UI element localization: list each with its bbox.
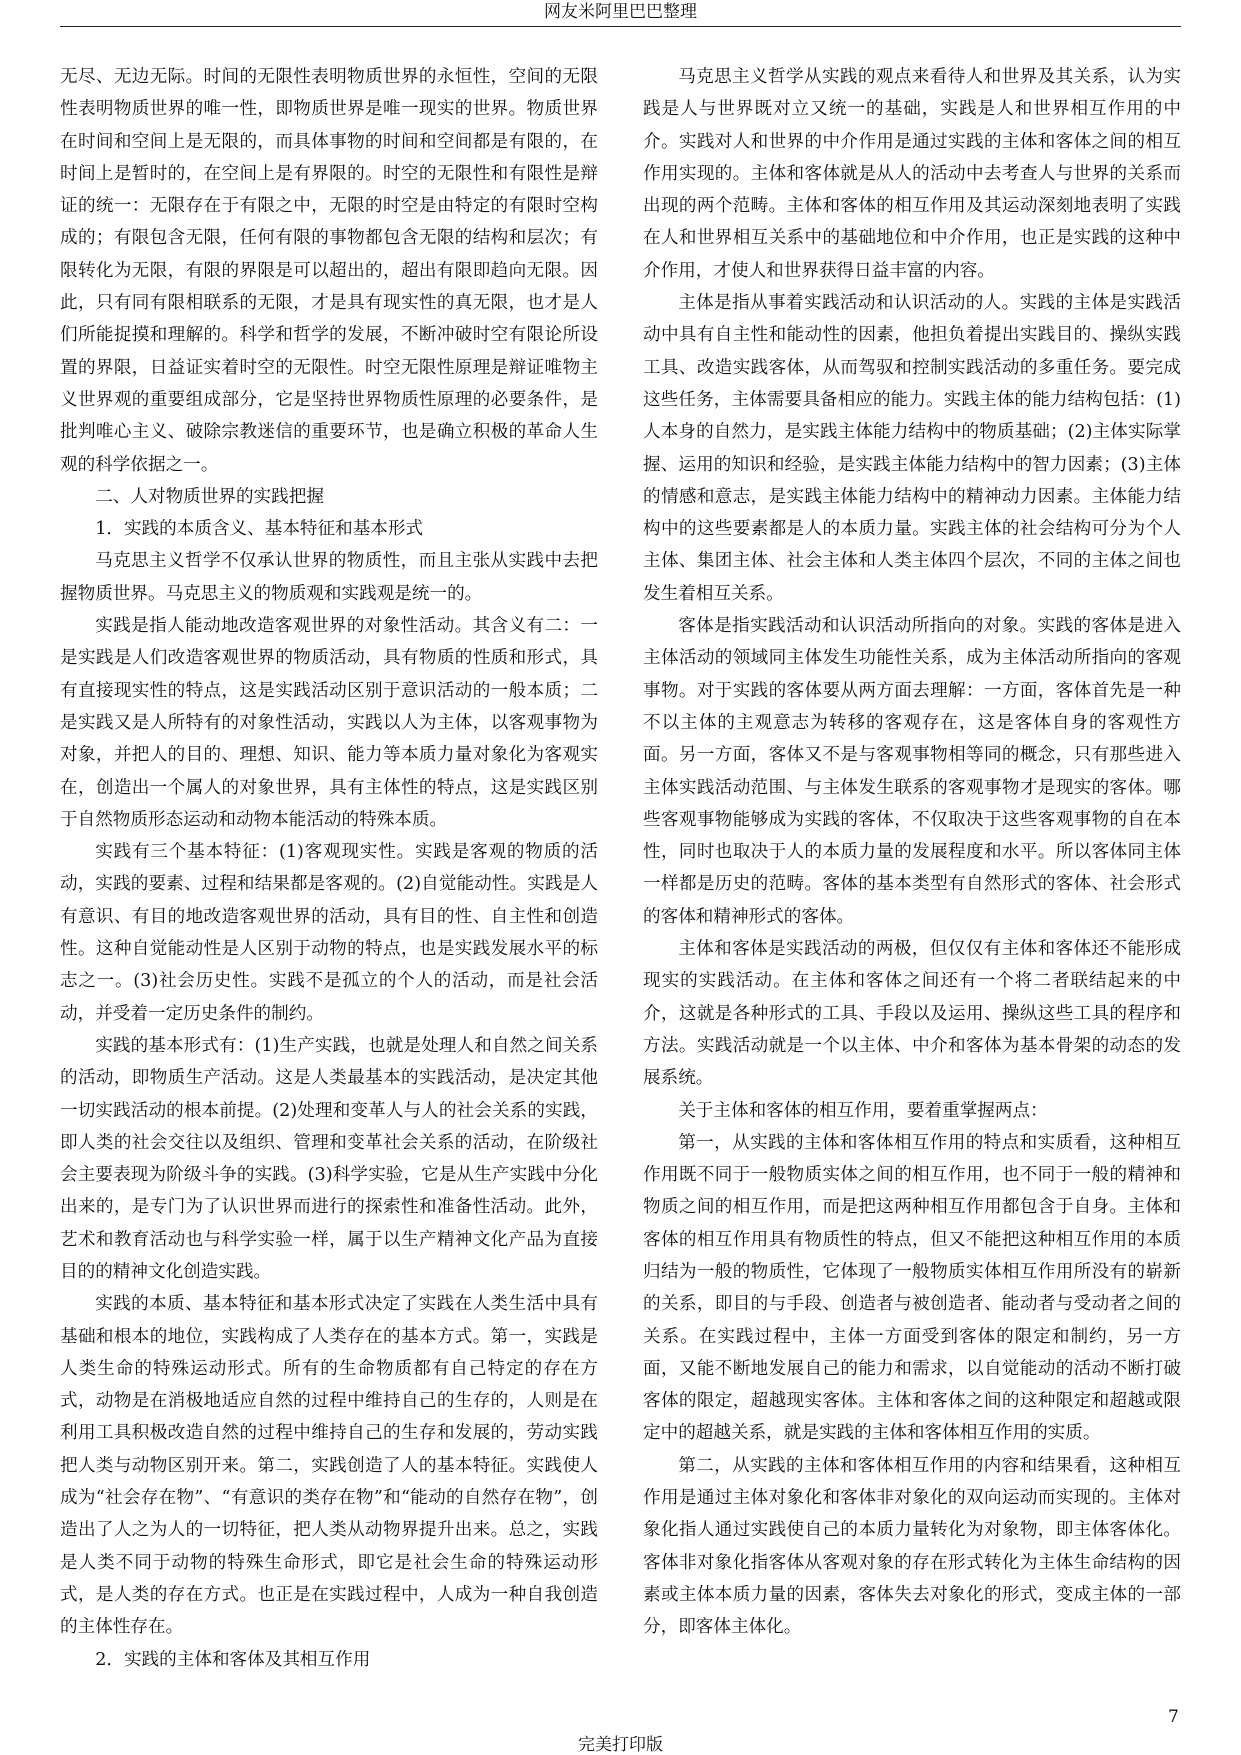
paragraph: 客体是指实践活动和认识活动所指向的对象。实践的客体是进入主体活动的领域同主体发生功能性关系，成为主体活动所指向的客观事物。对于实践的客体要从两方面去理解：一方面，客体首先是一种不以主体的主观意志为转移的客观存在，这是客体自身的客观性方面。另一方面，客体又不是与客观事物相等同的概念，只有那些进入主体实践活动范围、与主体发生联系的客观事物才是现实的客体。哪些客观事物能够成为实践的客体，不仅取决于这些客观事物的自在本性，同时也取决于人的本质力量的发展程度和水平。所以客体同主体一样都是历史的范畴。客体的基本类型有自然形式的客体、社会形式的客体和精神形式的客体。 [643,616,1181,927]
paragraph: 马克思主义哲学从实践的观点来看待人和世界及其关系，认为实践是人与世界既对立又统一的基础，实践是人和世界相互作用的中介。实践对人和世界的中介作用是通过实践的主体和客体之间的相互作用实现的。主体和客体就是从人的活动中去考查人与世界的关系而出现的两个范畴。主体和客体的相互作用及其运动深刻地表明了实践在人和世界相互关系中的基础地位和中介作用，也正是实践的这种中介作用，才使人和世界获得日益丰富的内容。 [643,67,1181,281]
paragraph: 实践是指人能动地改造客观世界的对象性活动。其含义有二：一是实践是人们改造客观世界的物质活动，具有物质的性质和形式，具有直接现实性的特点，这是实践活动区别于意识活动的一般本质；二是实践又是人所特有的对象性活动，实践以人为主体，以客观事物为对象，并把人的目的、理想、知识、能力等本质力量对象化为客观实在，创造出一个属人的对象世界，具有主体性的特点，这是实践区别于自然物质形态运动和动物本能活动的特殊本质。 [60,616,598,830]
paragraph: 主体是指从事着实践活动和认识活动的人。实践的主体是实践活动中具有自主性和能动性的因素，他担负着提出实践目的、操纵实践工具、改造实践客体，从而驾驭和控制实践活动的多重任务。要完成这些任务，主体需要具备相应的能力。实践主体的能力结构包括：(1)人本身的自然力，是实践主体能力结构中的物质基础；(2)主体实际掌握、运用的知识和经验，是实践主体能力结构中的智力因素；(3)主体的情感和意志，是实践主体能力结构中的精神动力因素。主体能力结构中的这些要素都是人的本质力量。实践主体的社会结构可分为个人主体、集团主体、社会主体和人类主体四个层次，不同的主体之间也发生着相互关系。 [643,293,1181,604]
paragraph: 关于主体和客体的相互作用，要着重掌握两点： [678,1100,1048,1121]
paragraph: 无尽、无边无际。时间的无限性表明物质世界的永恒性，空间的无限性表明物质世界的唯一性，即物质世界是唯一现实的世界。物质世界在时间和空间上是无限的，而具体事物的时间和空间都是有限的，在时间上是暂时的，在空间上是有界限的。时空的无限性和有限性是辩证的统一：无限存在于有限之中，无限的时空是由特定的有限时空构成的；有限包含无限，任何有限的事物都包含无限的结构和层次；有限转化为无限，有限的界限是可以超出的，超出有限即趋向无限。因此，只有同有限相联系的无限，才是具有现实性的真无限，也才是人们所能捉摸和理解的。科学和哲学的发展，不断冲破时空有限论所设置的界限，日益证实着时空的无限性。时空无限性原理是辩证唯物主义世界观的重要组成部分，它是坚持世界物质性原理的必要条件，是批判唯心主义、破除宗教迷信的重要环节，也是确立积极的革命人生观的科学依据之一。 [60,67,598,475]
left-column [60,61,598,1676]
paragraph: 第二，从实践的主体和客体相互作用的内容和结果看，这种相互作用是通过主体对象化和客体非对象化的双向运动而实现的。主体对象化指人通过实践使自己的本质力量转化为对象物，即主体客体化。客体非对象化指客体从客观对象的存在形式转化为主体生命结构的因素或主体本质力量的因素，客体失去对象化的形式，变成主体的一部分，即客体主体化。 [643,1455,1181,1638]
subsection-heading: 1．实践的本质含义、基本特征和基本形式 [95,519,424,540]
subsection-heading: 2．实践的主体和客体及其相互作用 [95,1649,371,1670]
paragraph: 实践的基本形式有：(1)生产实践，也就是处理人和自然之间关系的活动，即物质生产活动。这是人类最基本的实践活动，是决定其他一切实践活动的根本前提。(2)处理和变革人与人的社会关系的实践，即人类的社会交往以及组织、管理和变革社会关系的活动，在阶级社会主要表现为阶级斗争的实践。(3)科学实验，它是从生产实践中分化出来的，是专门为了认识世界而进行的探索性和准备性活动。此外，艺术和教育活动也与科学实验一样，属于以生产精神文化产品为直接目的的精神文化创造实践。 [60,1035,598,1282]
paragraph: 主体和客体是实践活动的两极，但仅仅有主体和客体还不能形成现实的实践活动。在主体和客体之间还有一个将二者联结起来的中介，这就是各种形式的工具、手段以及运用、操纵这些工具的程序和方法。实践活动就是一个以主体、中介和客体为基本骨架的动态的发展系统。 [643,939,1181,1089]
paragraph: 第一，从实践的主体和客体相互作用的特点和实质看，这种相互作用既不同于一般物质实体之间的相互作用，也不同于一般的精神和物质之间的相互作用，而是把这两种相互作用都包含于自身。主体和客体的相互作用具有物质性的特点，但又不能把这种相互作用的本质归结为一般的物质性，它体现了一般物质实体相互作用所没有的崭新的关系，即目的与手段、创造者与被创造者、能动者与受动者之间的关系。在实践过程中，主体一方面受到客体的限定和制约，另一方面，又能不断地发展自己的能力和需求，以自觉能动的活动不断打破客体的限定，超越现实客体。主体和客体之间的这种限定和超越或限定中的超越关系，就是实践的主体和客体相互作用的实质。 [643,1132,1181,1444]
right-column [643,61,1181,1644]
page-footer: 完美打印版 [578,1735,663,1755]
page-header: 网友米阿里巴巴整理 [544,2,697,22]
section-heading: 二、人对物质世界的实践把握 [95,486,324,507]
paragraph: 马克思主义哲学不仅承认世界的物质性，而且主张从实践中去把握物质世界。马克思主义的物质观和实践观是统一的。 [60,551,598,604]
header-rule [60,26,1181,27]
page-number: 7 [1168,1707,1179,1727]
paragraph: 实践的本质、基本特征和基本形式决定了实践在人类生活中具有基础和根本的地位，实践构成了人类存在的基本方式。第一，实践是人类生命的特殊运动形式。所有的生命物质都有自己特定的存在方式，动物是在消极地适应自然的过程中维持自己的生存的，人则是在利用工具积极改造自然的过程中维持自己的生存和发展的，劳动实践把人类与动物区别开来。第二，实践创造了人的基本特征。实践使人成为“社会存在物”、“有意识的类存在物”和“能动的自然存在物”，创造出了人之为人的一切特征，把人类从动物界提升出来。总之，实践是人类不同于动物的特殊生命形式，即它是社会生命的特殊运动形式，是人类的存在方式。也正是在实践过程中，人成为一种自我创造的主体性存在。 [60,1294,598,1638]
paragraph: 实践有三个基本特征：(1)客观现实性。实践是客观的物质的活动，实践的要素、过程和结果都是客观的。(2)自觉能动性。实践是人有意识、有目的地改造客观世界的活动，具有目的性、自主性和创造性。这种自觉能动性是人区别于动物的特点，也是实践发展水平的标志之一。(3)社会历史性。实践不是孤立的个人的活动，而是社会活动，并受着一定历史条件的制约。 [60,842,598,1024]
